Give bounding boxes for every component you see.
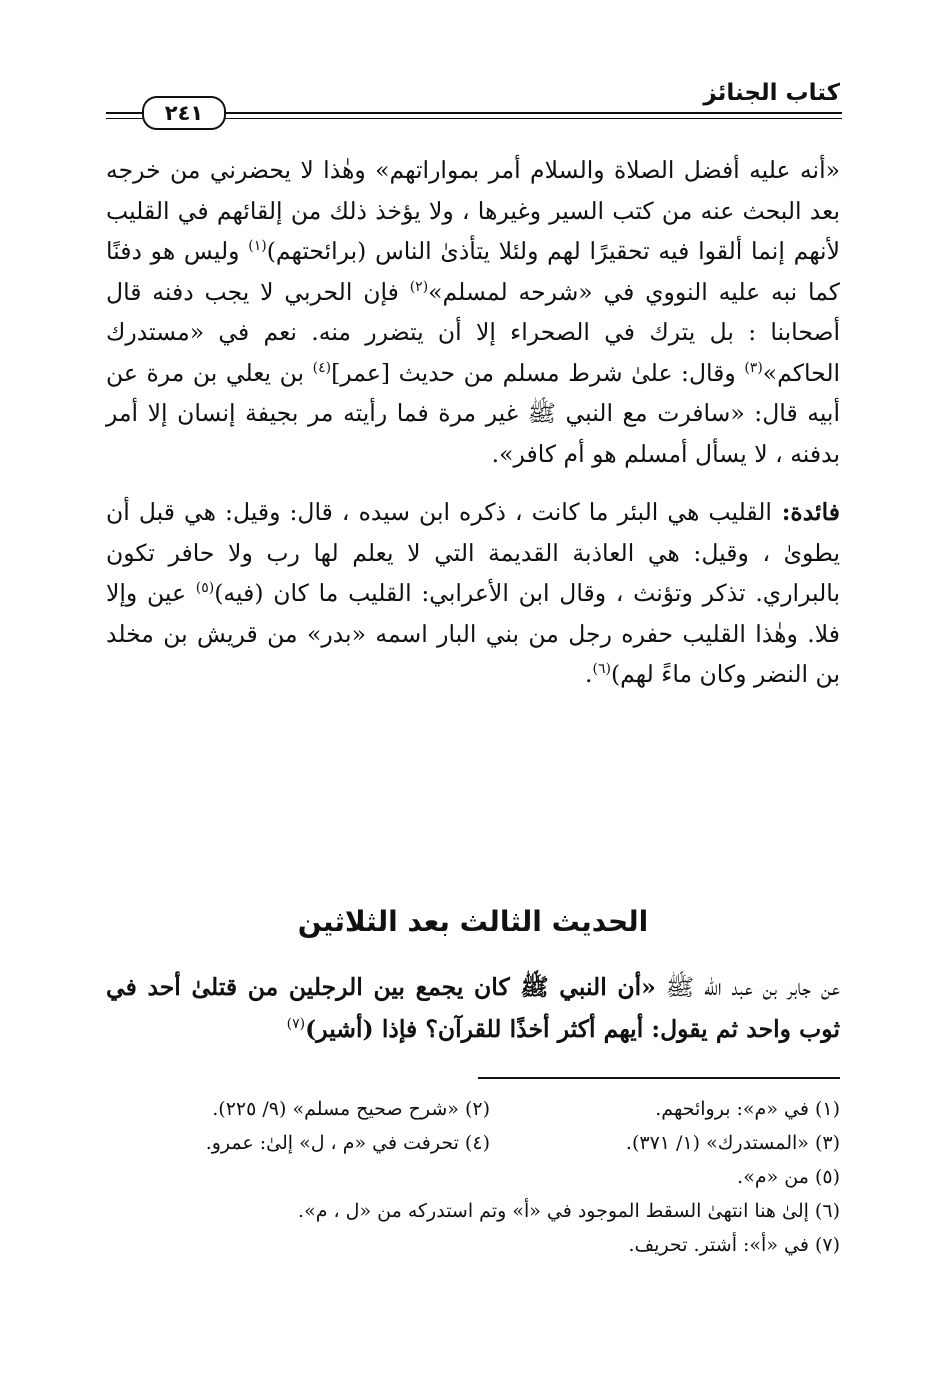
- para1-text-5: بن يعلي بن مرة عن أبيه قال: «سافرت مع النبي ﷺ غير مرة فما رأيته مر بجيفة إنسان إلا أمر بدفنه ، لا يسأل أمسلم هو أم كافر».: [106, 358, 840, 468]
- footnote-5: (٥) من «م».: [737, 1166, 840, 1188]
- footnote-ref-4: (٤): [312, 359, 332, 376]
- note-label: فائدة:: [771, 498, 840, 526]
- para1-text-3: فإن الحربي لا يجب دفنه قال أصحابنا : بل يترك في الصحراء إلا أن يتضرر منه. نعم في «مستدرك الحاكم»: [106, 277, 841, 387]
- chapter-title: كتاب الجنائز: [697, 80, 840, 106]
- page-number: ٢٤١: [142, 96, 226, 130]
- para1-text-4: وقال: علىٰ شرط مسلم من حديث [عمر]: [331, 358, 745, 387]
- para2-text-1: القليب هي البئر ما كانت ، ذكره ابن سيده ، قال: وقيل: هي قبل أن يطوىٰ ، وقيل: هي العاذبة القديمة التي لا يعلم لها رب ولا حافر تكون بالبراري. تذكر وتؤنث ، وقال ابن الأعرابي: القليب ما كان (فيه): [106, 498, 840, 607]
- paragraph-1: [106, 150, 840, 474]
- footnote-ref-7: (٧): [286, 1016, 306, 1033]
- para2-text-2: عين وإلا فلا. وهٰذا القليب حفره رجل من بني البار اسمه «بدر» من قريش بن مخلد بن النضر وكان ماءً لهم): [106, 579, 840, 688]
- footnote-row: [140, 1092, 840, 1126]
- footnote-ref-6: (٦): [592, 661, 611, 678]
- footnote-2: (٢) «شرح صحيح مسلم» (٩/ ٢٢٥).: [212, 1098, 490, 1120]
- footnote-row: [140, 1126, 840, 1160]
- footnote-7: (٧) في «أ»: أشتر. تحريف.: [628, 1234, 840, 1256]
- footnote-separator: [478, 1077, 840, 1079]
- footnotes: [140, 1092, 840, 1262]
- main-text: [106, 150, 840, 695]
- para1-text-2: وليس هو دفنًا كما نبه عليه النووي في «شرحه لمسلم»: [106, 237, 840, 306]
- paragraph-2: [106, 492, 840, 695]
- footnote-ref-1: (١): [248, 238, 267, 255]
- footnote-3: (٣) «المستدرك» (١/ ٣٧١).: [625, 1132, 840, 1154]
- footnote-4: (٤) تحرفت في «م ، ل» إلىٰ: عمرو.: [205, 1132, 490, 1154]
- footnote-ref-3: (٣): [744, 359, 763, 376]
- hadith-narrator: عن جابر بن عبد الله ﷺ: [655, 973, 841, 1001]
- footnote-ref-5: (٥): [195, 580, 215, 597]
- para2-text-3: .: [585, 660, 593, 688]
- page-header: [106, 80, 842, 130]
- footnote-1: (١) في «م»: بروائحهم.: [655, 1098, 840, 1120]
- footnote-ref-2: (٢): [409, 278, 429, 295]
- hadith-text: [106, 966, 840, 1050]
- para1-text-1: «أنه عليه أفضل الصلاة والسلام أمر بمواراتهم» وهٰذا لا يحضرني من خرجه بعد البحث عنه من كتب السير وغيرها ، ولا يؤخذ ذلك من إلقائهم في القليب لأنهم إنما ألقوا فيه تحقيرًا لهم ولئلا يتأذىٰ الناس (برائحتهم): [106, 156, 841, 265]
- footnote-6: (٦) إلىٰ هنا انتهىٰ السقط الموجود في «أ» وتم استدركه من «ل ، م».: [298, 1200, 840, 1222]
- hadith-heading: الحديث الثالث بعد الثلاثين: [297, 905, 649, 938]
- hadith-matn: «أن النبي ﷺ كان يجمع بين الرجلين من قتلىٰ أحد في ثوب واحد ثم يقول: أيهم أكثر أخذًا للقرآن؟ فإذا (أشير): [106, 973, 840, 1043]
